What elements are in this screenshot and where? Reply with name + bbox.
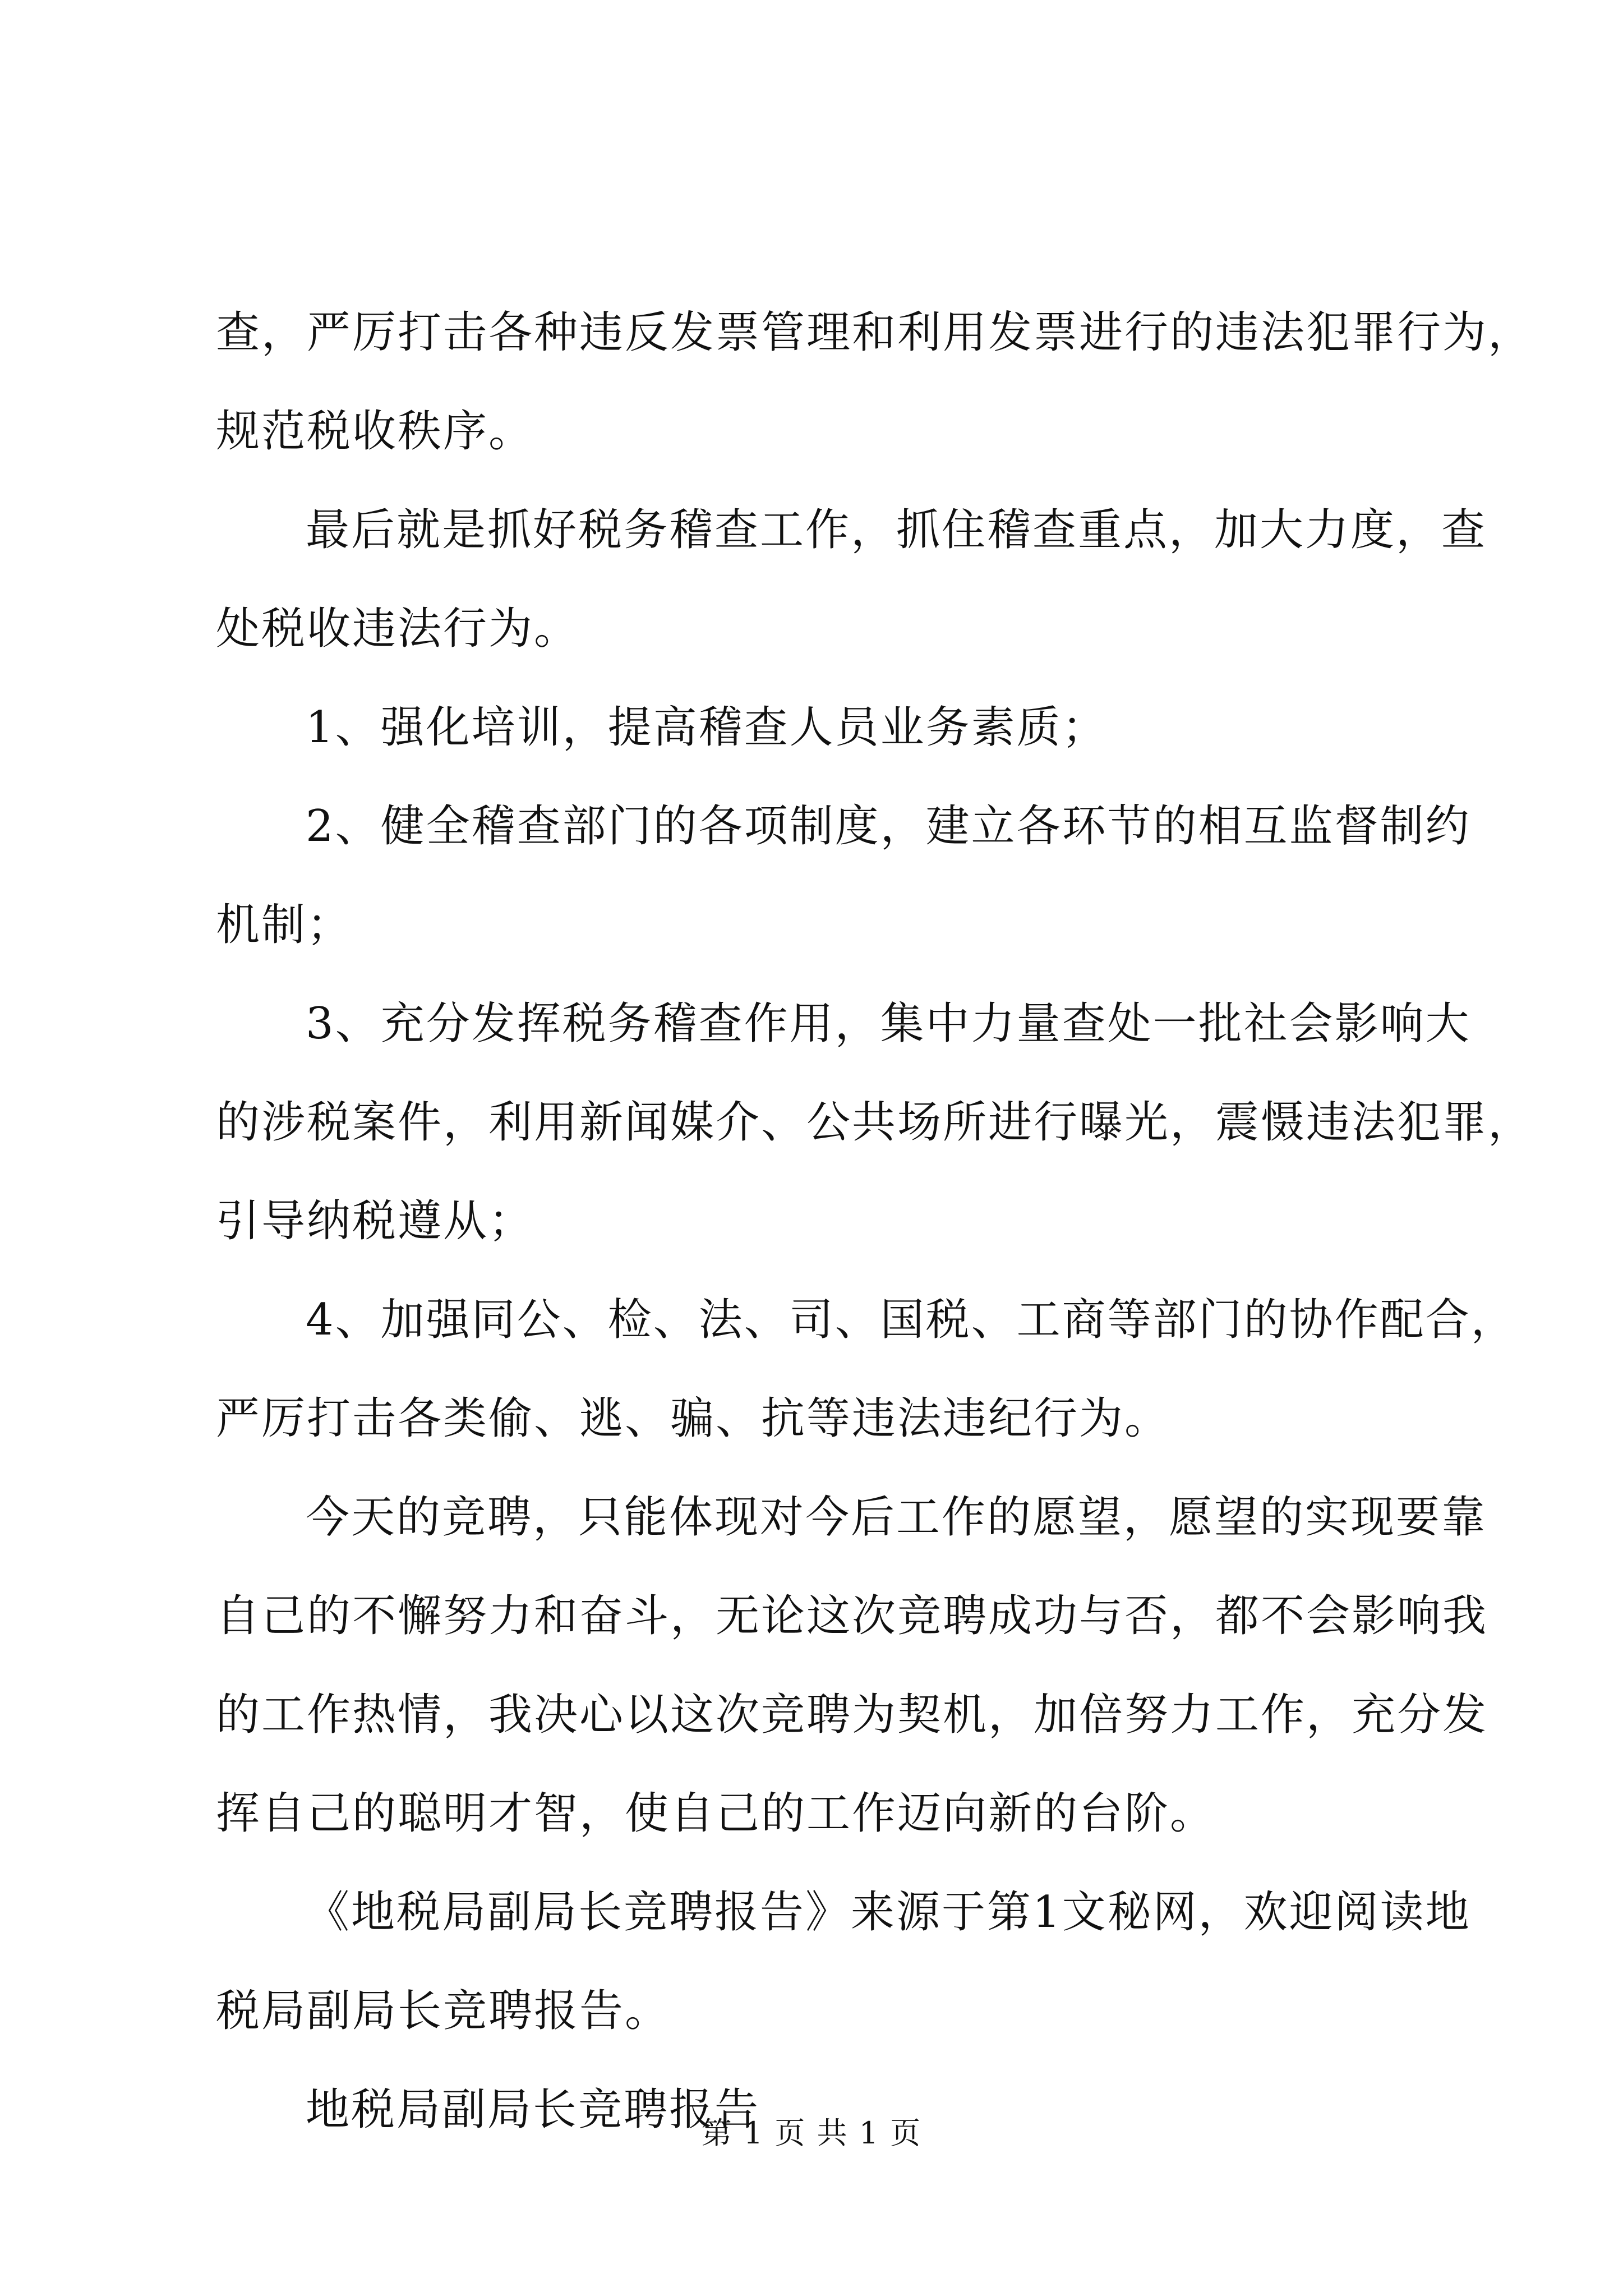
document-body	[216, 283, 1534, 2159]
body-line: 引导纳税遵从；	[216, 1196, 534, 1246]
body-line: 自己的不懈努力和奋斗，无论这次竞聘成功与否，都不会影响我	[216, 1591, 1488, 1641]
body-line: 的工作热情，我决心以这次竞聘为契机，加倍努力工作，充分发	[216, 1690, 1488, 1740]
body-line: 《地税局副局长竞聘报告》来源于第1文秘网，欢迎阅读地	[306, 1887, 1471, 1938]
body-line: 规范税收秩序。	[216, 406, 534, 457]
body-line: 今天的竞聘，只能体现对今后工作的愿望，愿望的实现要靠	[306, 1492, 1487, 1543]
body-line: 4、加强同公、检、法、司、国税、工商等部门的协作配合，	[306, 1295, 1516, 1345]
body-line: 严厉打击各类偷、逃、骗、抗等违法违纪行为。	[216, 1393, 1170, 1444]
body-line: 最后就是抓好税务稽查工作，抓住稽查重点，加大力度，查	[306, 505, 1487, 555]
body-line: 地税局副局长竞聘报告	[306, 2085, 760, 2135]
body-line: 处税收违法行为。	[216, 604, 580, 654]
body-line: 查，严厉打击各种违反发票管理和利用发票进行的违法犯罪行为，	[216, 307, 1534, 358]
body-line: 的涉税案件，利用新闻媒介、公共场所进行曝光，震慑违法犯罪，	[216, 1097, 1534, 1148]
body-line: 3、充分发挥税务稽查作用，集中力量查处一批社会影响大	[306, 999, 1471, 1049]
body-line: 税局副局长竞聘报告。	[216, 1986, 671, 2036]
body-line: 1、强化培训，提高稽查人员业务素质；	[306, 702, 1108, 753]
body-line: 机制；	[216, 900, 353, 950]
page-number-footer: 第 1 页 共 1 页	[701, 2115, 922, 2151]
body-line: 2、健全稽查部门的各项制度，建立各环节的相互监督制约	[306, 801, 1471, 852]
body-line: 挥自己的聪明才智，使自己的工作迈向新的台阶。	[216, 1788, 1216, 1839]
